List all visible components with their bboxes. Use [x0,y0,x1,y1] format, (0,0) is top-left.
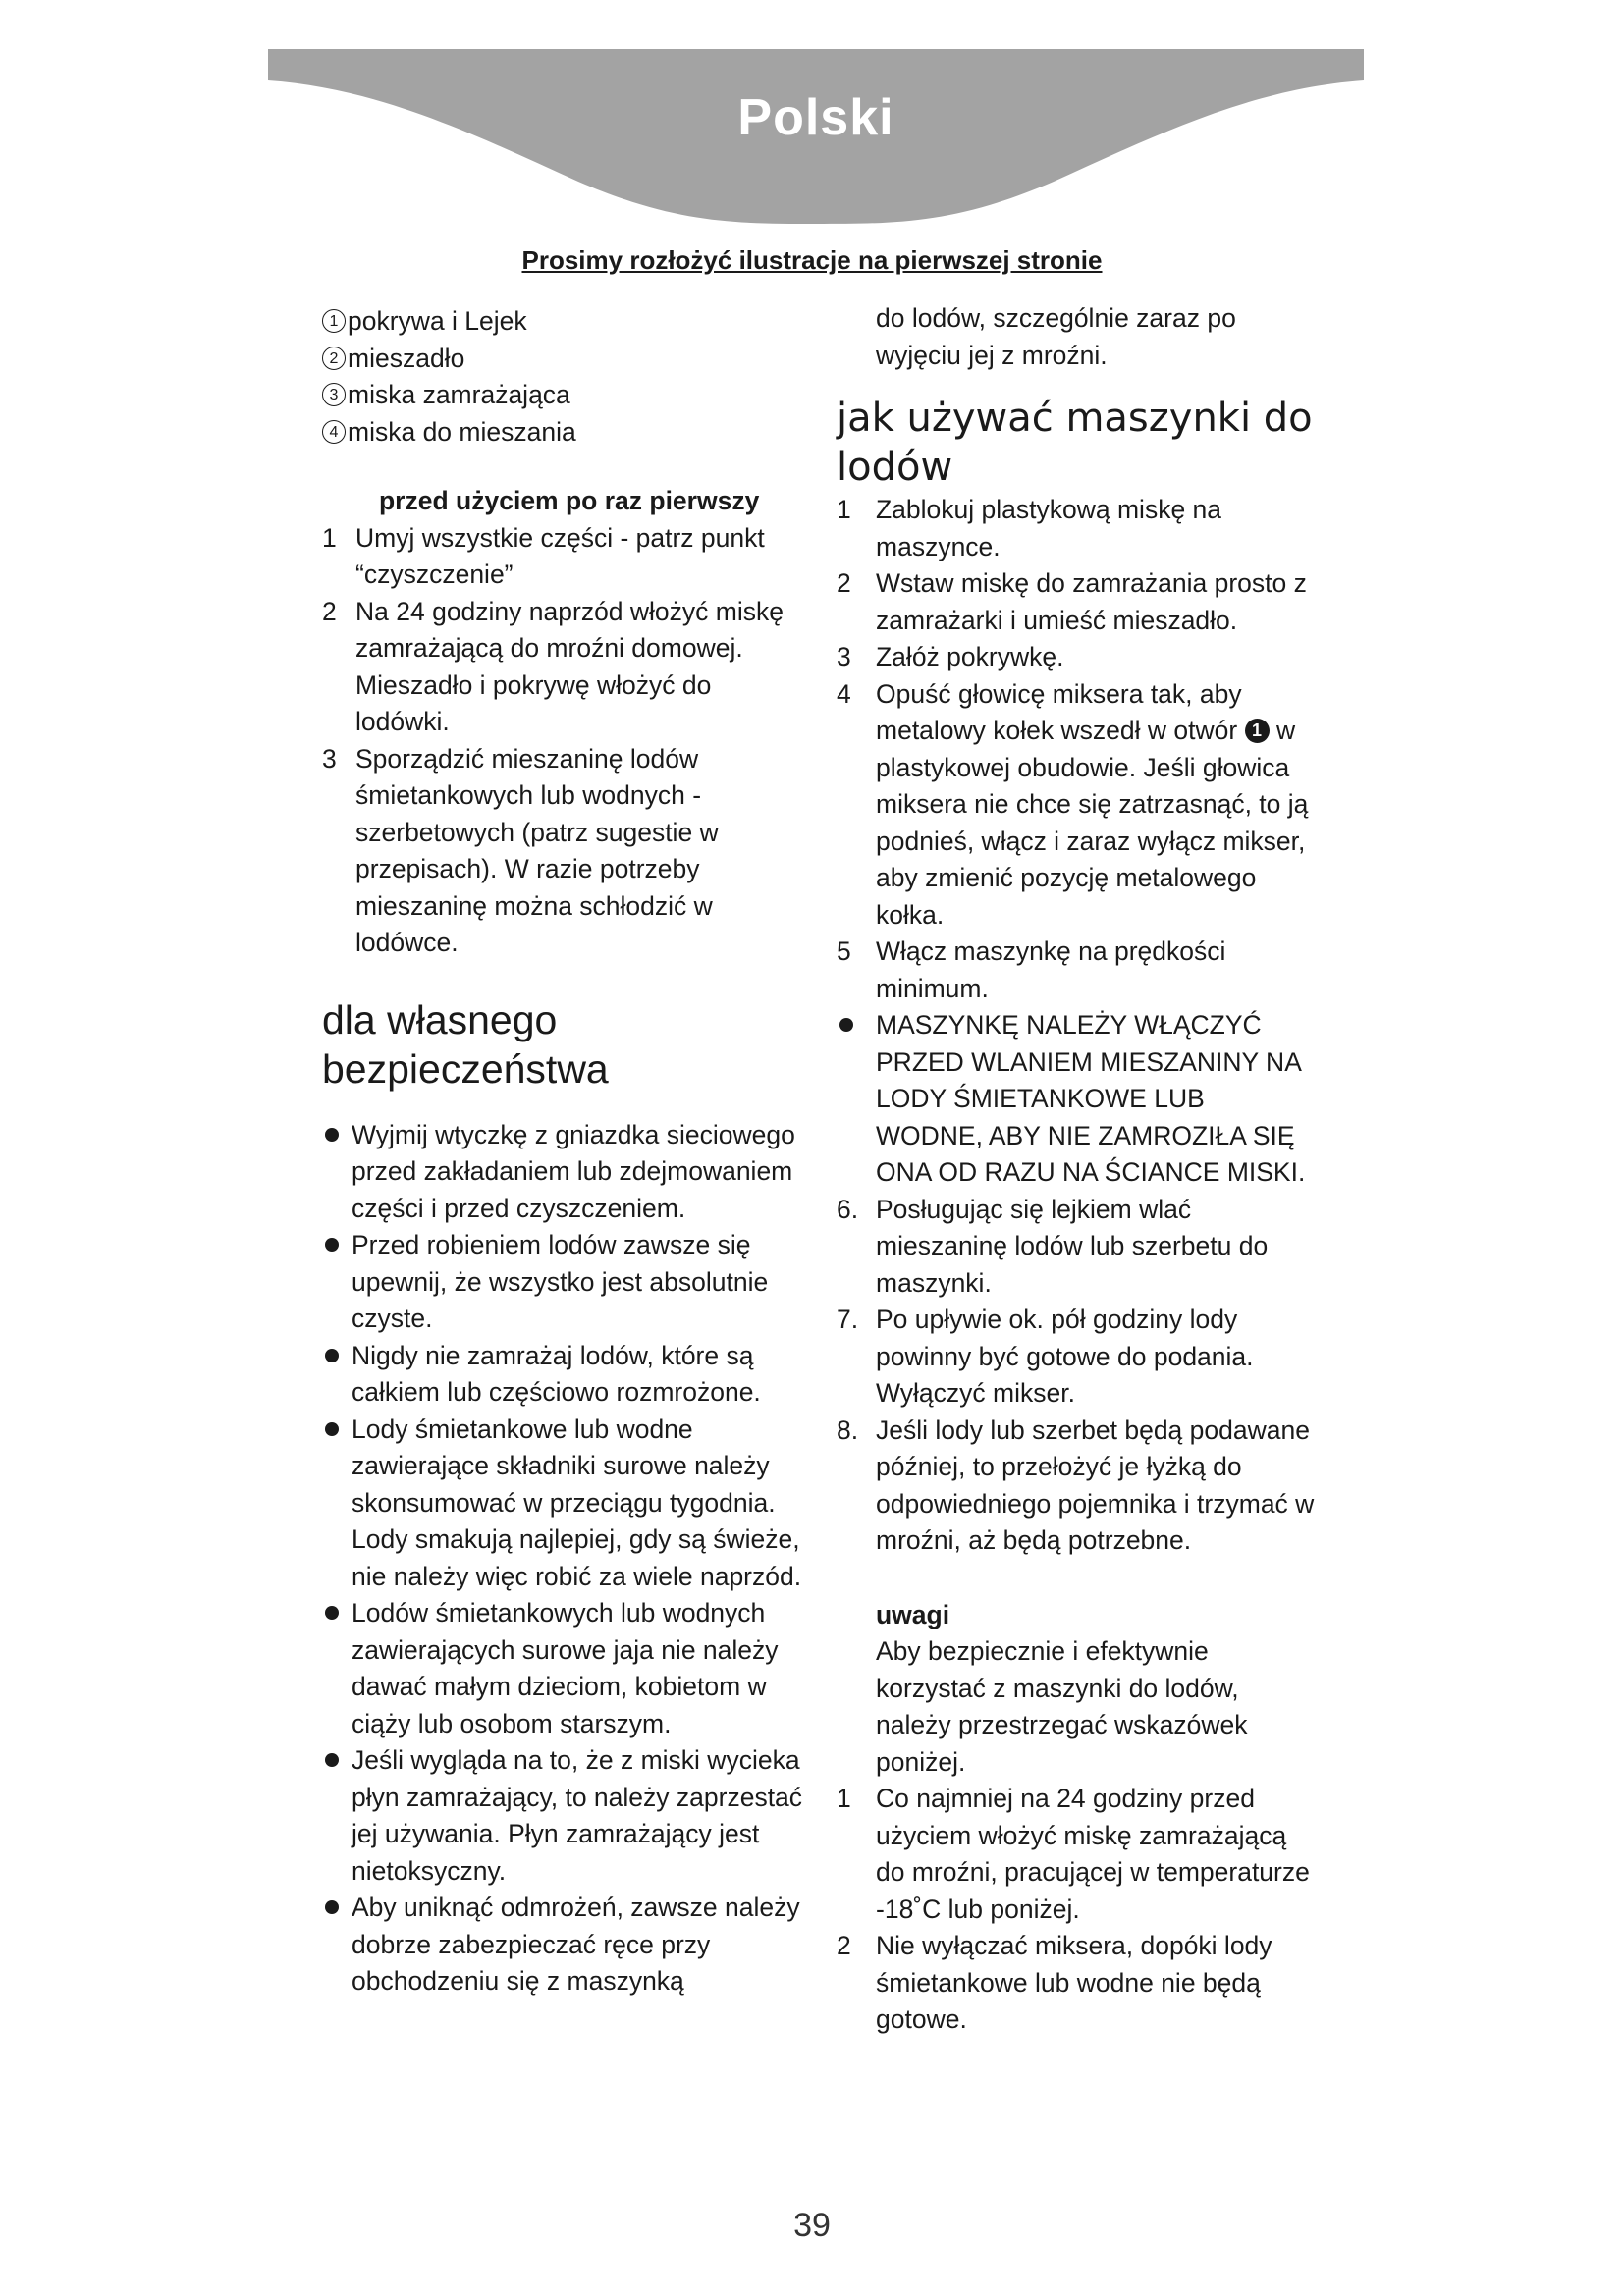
step-text: Umyj wszystkie części - patrz punkt “czyszczenie” [355,522,765,589]
parts-list [322,303,803,451]
bullet-text: Aby uniknąć odmrożeń, zawsze należy dobrze zabezpieczać ręce przy obchodzeniu się z maszynką [352,1893,800,1996]
bullet-icon [322,1227,352,1338]
part-label: miska do mieszania [348,416,576,447]
right-column [837,300,1318,2039]
step-number: 1 [322,522,337,553]
step-text: Zablokuj plastykową miskę na maszynce. [876,495,1222,561]
list-item [837,565,1318,639]
marker-1-icon: 1 [1245,719,1270,743]
part-label: miska zamrażająca [348,380,570,409]
warning-item [837,1007,1318,1192]
step-text: Po upływie ok. pół godziny lody powinny być gotowe do podania. Wyłączyć mikser. [876,1305,1254,1408]
step-number: 7. [837,1305,859,1334]
fold-out-instruction: Prosimy rozłożyć ilustracje na pierwszej stronie [521,245,1103,275]
part-number: 4 [322,420,346,444]
list-item [322,1595,803,1742]
bullet-icon [322,1890,352,2001]
bullet-icon [322,1412,352,1596]
list-item [322,520,803,594]
page-number: 39 [793,2207,831,2244]
list-item [322,1117,803,1228]
step-number: 1 [837,495,851,524]
list-item [322,1890,803,2001]
notes-intro: Aby bezpiecznie i efektywnie korzystać z maszynki do lodów, należy przestrzegać wskazówek poniżej. [876,1636,1248,1777]
step-text: Sporządzić mieszaninę lodów śmietankowych lub wodnych - szerbetowych (patrz sugestie w przepisach). W razie potrzeby mieszaninę można schłodzić w lodówce. [355,743,719,957]
list-item [837,1302,1318,1413]
step-number: 3 [322,743,337,774]
bullet-text: Nigdy nie zamrażaj lodów, które są całkiem lub częściowo rozmrożone. [352,1340,761,1407]
step-text: Posługując się lejkiem wlać mieszaninę lodów lub szerbetu do maszynki. [876,1194,1269,1298]
step-number: 8. [837,1415,859,1445]
language-banner [268,49,1364,234]
step-number: 2 [837,1931,851,1960]
list-item [322,1227,803,1338]
list-item [322,414,803,452]
part-number: 2 [322,347,346,370]
list-item [837,1192,1318,1303]
bullet-text: Lodów śmietankowych lub wodnych zawierających surowe jaja nie należy dawać małym dzieciom, kobietom w ciąży lub osobom starszym. [352,1598,779,1738]
step-text: Jeśli lody lub szerbet będą podawane później, to przełożyć je łyżką do odpowiedniego pojemnika i trzymać w mroźni, aż będą potrzebne. [876,1415,1315,1555]
list-item [322,741,803,962]
list-item [322,303,803,341]
step-number: 1 [837,1784,851,1813]
part-number: 1 [322,309,346,333]
before-first-use-heading: przed użyciem po raz pierwszy [379,486,760,515]
list-item [837,676,1318,934]
list-item [837,1413,1318,1560]
warning-text: MASZYNKĘ NALEŻY WŁĄCZYĆ PRZED WLANIEM MIESZANINY NA LODY ŚMIETANKOWE LUB WODNE, ABY NIE ZAMROZIŁA SIĘ ONA OD RAZU NA ŚCIANCE MISKI. [876,1010,1306,1187]
step-text: Nie wyłączać miksera, dopóki lody śmietankowe lub wodne nie będą gotowe. [876,1931,1272,2034]
step-number: 4 [837,678,851,709]
step-number: 2 [322,596,337,626]
part-number: 3 [322,383,346,406]
bullet-icon [322,1117,352,1228]
how-to-use-heading-line1: jak używać maszynki do [837,396,1313,441]
step-text [860,676,1318,934]
step-text: Załóż pokrywkę. [876,642,1064,671]
bullet-icon [322,1595,352,1742]
step-number: 3 [837,642,851,671]
list-item [837,1928,1318,2039]
bullet-text: Lody śmietankowe lub wodne zawierające składniki surowe należy skonsumować w przeciągu tygodnia. Lody smakują najlepiej, gdy są świeże, nie należy więc robić za wiele naprzód. [352,1414,802,1591]
safety-heading-line2: bezpieczeństwa [322,1045,609,1092]
step-number: 6. [837,1194,859,1224]
part-label: pokrywa i Lejek [348,306,527,336]
list-item [837,492,1318,565]
list-item [322,377,803,414]
bullet-icon [322,1742,352,1890]
list-item [322,1742,803,1890]
step-text: Wstaw miskę do zamrażania prosto z zamrażarki i umieść mieszadło. [876,568,1307,635]
notes-heading: uwagi [876,1599,950,1629]
step-text: Włącz maszynkę na prędkości minimum. [876,936,1226,1003]
safety-heading-line1: dla własnego [322,996,558,1042]
banner-title: Polski [737,89,894,146]
list-item [837,934,1318,1007]
step-number: 2 [837,568,851,598]
part-label: mieszadło [348,343,465,373]
step-number: 5 [837,936,851,966]
step-text-part: w plastykowej obudowie. Jeśli głowica miksera nie chce się zatrzasnąć, to ją podnieś, włącz i zaraz wyłącz mikser, aby zmienić pozycję metalowego kołka. [876,716,1309,930]
how-to-use-heading-line2: lodów [837,445,953,490]
left-column [322,303,803,2001]
bullet-icon [322,1338,352,1412]
step-text-part: Opuść głowicę miksera tak, aby metalowy kołek wszedł w otwór [876,678,1242,745]
bullet-text: Wyjmij wtyczkę z gniazdka sieciowego przed zakładaniem lub zdejmowaniem części i przed czyszczeniem. [352,1119,795,1223]
safety-continuation: do lodów, szczególnie zaraz po wyjęciu jej z mroźni. [876,303,1236,370]
list-item [322,594,803,741]
list-item [322,1338,803,1412]
step-text: Na 24 godziny naprzód włożyć miskę zamrażającą do mroźni domowej. Mieszadło i pokrywę włożyć do lodówki. [355,596,784,736]
list-item [837,1781,1318,1928]
bullet-icon [837,1007,876,1192]
list-item [837,639,1318,676]
list-item [322,1412,803,1596]
list-item [322,341,803,378]
bullet-text: Przed robieniem lodów zawsze się upewnij, że wszystko jest absolutnie czyste. [352,1230,769,1333]
step-text: Co najmniej na 24 godziny przed użyciem włożyć miskę zamrażającą do mroźni, pracującej w temperaturze -18˚C lub poniżej. [876,1784,1310,1924]
bullet-text: Jeśli wygląda na to, że z miski wycieka płyn zamrażający, to należy zaprzestać jej używania. Płyn zamrażający jest nietoksyczny. [352,1745,803,1886]
